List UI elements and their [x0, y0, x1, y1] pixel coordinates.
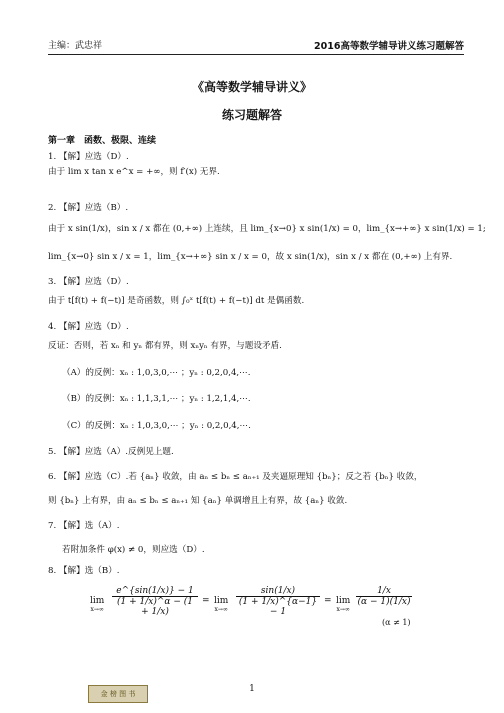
- equals-sign: =: [324, 596, 332, 606]
- fraction-1: [112, 586, 198, 617]
- limit-formula: [90, 578, 420, 633]
- answer-line: 若附加条件 φ(x) ≠ 0，则应选（D）.: [62, 545, 205, 555]
- lim-operator: [214, 596, 228, 613]
- book-title-header: 2016高等数学辅导讲义练习题解答: [314, 41, 464, 52]
- answer-line: 4. 【解】应选（D）.: [48, 322, 129, 332]
- numerator: 1/x: [356, 586, 412, 597]
- lim-text: lim: [90, 596, 105, 606]
- answer-line: （A）的反例：xₙ : 1,0,3,0,⋯ ；yₙ : 0,2,0,4,⋯.: [62, 368, 251, 378]
- fraction-2: [236, 586, 320, 617]
- equals-sign: =: [202, 596, 210, 606]
- document-subtitle: 练习题解答: [221, 108, 282, 122]
- answer-line: 由于 x sin(1/x)，sin x / x 都在 (0,+∞) 上连续，且 lim_{x→0} x sin(1/x) = 0，lim_{x→+∞} x sin(1/x) = 1;: [48, 224, 486, 234]
- lim-operator: [336, 596, 350, 613]
- answer-line: lim_{x→0} sin x / x = 1，lim_{x→+∞} sin x / x = 0，故 x sin(1/x)，sin x / x 都在 (0,+∞) 上有界.: [48, 252, 453, 262]
- answer-line: 6. 【解】应选（C）.若 {aₙ} 收敛，由 aₙ ≤ bₙ ≤ aₙ₊₁ 及夹逼原理知 {bₙ}；反之若 {bₙ} 收敛，: [48, 472, 423, 482]
- answer-line: 7. 【解】选（A）.: [48, 521, 120, 531]
- numerator: sin(1/x): [236, 586, 320, 597]
- answer-line: （C）的反例：xₙ : 1,0,3,0,⋯ ；yₙ : 0,2,0,4,⋯.: [62, 421, 251, 431]
- lim-text: lim: [336, 596, 351, 606]
- answer-line: 3. 【解】应选（D）.: [48, 277, 129, 287]
- numerator: e^{sin(1/x)} − 1: [112, 586, 198, 597]
- publisher-logo: 金 榜 图 书: [88, 685, 148, 703]
- answer-line: 2. 【解】应选（B）.: [48, 203, 129, 213]
- lim-text: lim: [214, 596, 229, 606]
- answer-line: 1. 【解】应选（D）.: [48, 152, 129, 162]
- lim-subscript: x→∞: [214, 606, 228, 613]
- page-header: [48, 38, 464, 56]
- header-rule: [48, 54, 464, 55]
- answer-line: 则 {bₙ} 上有界，由 aₙ ≤ bₙ ≤ aₙ₊₁ 知 {aₙ} 单调增且上有界，故 {aₙ} 收敛.: [48, 496, 348, 506]
- lim-subscript: x→∞: [336, 606, 350, 613]
- answer-line: 反证：否则，若 xₙ 和 yₙ 都有界，则 xₙyₙ 有界，与题设矛盾.: [48, 341, 282, 351]
- answer-line: 8. 【解】选（B）.: [48, 566, 120, 576]
- lim-subscript: x→∞: [90, 606, 104, 613]
- answer-line: （B）的反例：xₙ : 1,1,3,1,⋯ ；yₙ : 1,2,1,4,⋯.: [62, 394, 251, 404]
- answer-line: 由于 t[f(t) + f(−t)] 是奇函数，则 ∫₀ˣ t[f(t) + f(−t)] dt 是偶函数.: [48, 296, 305, 306]
- condition-note: (α ≠ 1): [382, 618, 411, 627]
- document-title: 《高等数学辅导讲义》: [191, 80, 312, 94]
- denominator: (1 + 1/x)^α − (1 + 1/x): [117, 597, 193, 617]
- denominator: (1 + 1/x)^{α−1} − 1: [238, 597, 318, 617]
- page-number: 1: [249, 684, 255, 694]
- lim-operator: [90, 596, 104, 613]
- answer-line: 5. 【解】应选（A）.反例见上题.: [48, 447, 174, 457]
- chapter-heading: 第一章 函数、极限、连续: [48, 136, 157, 146]
- denominator: (α − 1)(1/x): [357, 597, 411, 607]
- editor-label: 主编：武忠祥: [48, 41, 103, 51]
- answer-line: 由于 lim x tan x e^x = +∞，则 f′(x) 无界.: [48, 167, 220, 177]
- fraction-3: [356, 586, 412, 607]
